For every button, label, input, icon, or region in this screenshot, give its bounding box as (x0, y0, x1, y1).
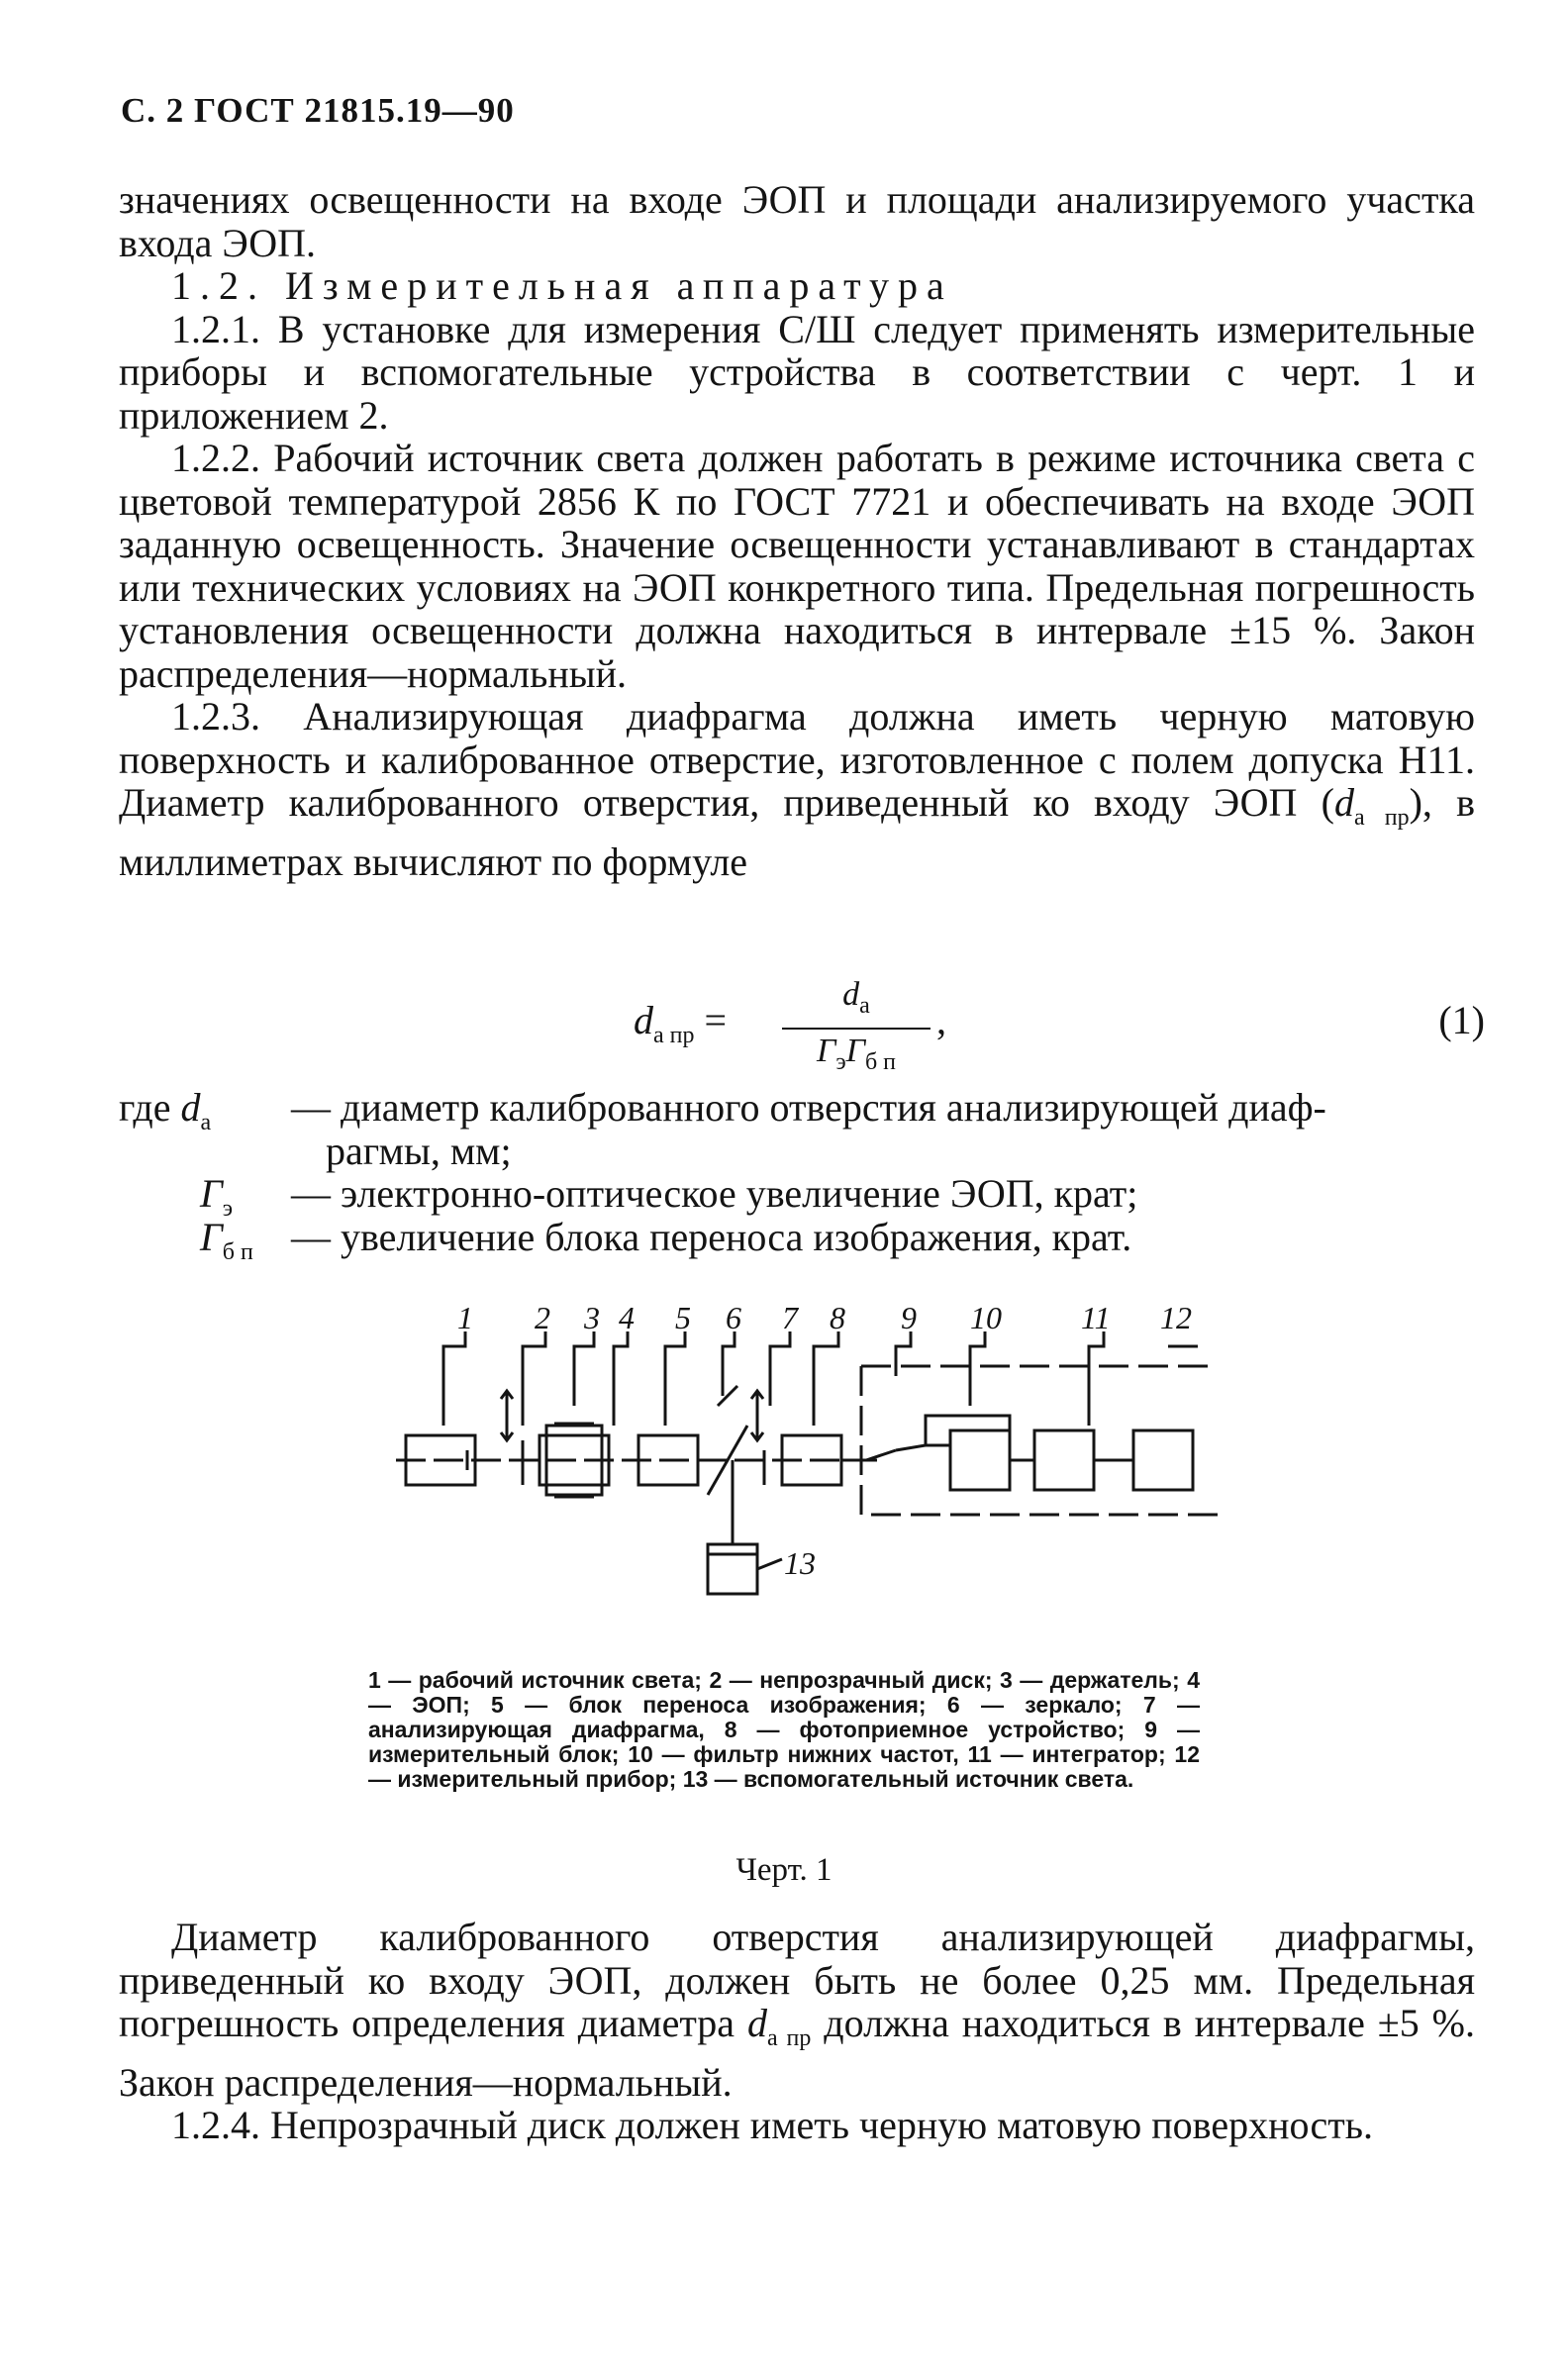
body-section-1 (119, 178, 1475, 883)
where-row-gbp: $Г_{б п}$ — увеличение блока переноса изображения, крат. (200, 1214, 1132, 1265)
standard-code: ГОСТ 21815.19—90 (194, 91, 515, 130)
figure-label-9: 9 (901, 1300, 917, 1335)
figure-label-7: 7 (782, 1300, 798, 1335)
figure-label-2: 2 (535, 1300, 550, 1335)
paragraph-1-2-3-start: 1.2.3. Анализирующая диафрагма должна иметь черную матовую поверхность и калиброванное отверстие, изготовленное с полем допуска Н11. Диаметр калиброванного отверстия, приведенный ко входу ЭОП ( (119, 694, 1475, 825)
page-header (121, 91, 515, 131)
formula-fraction (782, 975, 931, 1082)
page-number: С. 2 (121, 91, 185, 130)
where-ge-desc: — электронно-оптическое увеличение ЭОП, крат; (291, 1171, 1138, 1216)
figure-label-3: 3 (584, 1300, 600, 1335)
paragraph-1-2-2: 1.2.2. Рабочий источник света должен работать в режиме источника света с цветовой температурой 2856 К по ГОСТ 7721 и обеспечивать на входе ЭОП заданную освещенность. Значение освещенности устанавливают в стандартах или технических условиях на ЭОП конкретного типа. Предельная погрешность установления освещенности должна находиться в интервале ±15 %. Закон распределения—нормальный. (119, 436, 1475, 696)
figure-label-1: 1 (457, 1300, 473, 1335)
formula-comma: , (936, 998, 946, 1042)
paragraph-1-2-3 (119, 695, 1475, 883)
figure-label-5: 5 (675, 1300, 691, 1335)
figure-caption: 1 — рабочий источник света; 2 — непрозрачный диск; 3 — держатель; 4 — ЭОП; 5 — блок переноса изображения; 6 — зеркало; 7 — анализирующая диафрагма, 8 — фотоприемное устройство; 9 — измерительный блок; 10 — фильтр нижних частот, 11 — интегратор; 12 — измерительный прибор; 13 — вспомогательный источник света. (368, 1667, 1200, 1792)
fraction-bar (782, 1028, 931, 1030)
where-row-d: где $d_а$ — диаметр калиброванного отверстия анализирующей диаф- (119, 1085, 1326, 1135)
section-heading: 1.2. Измерительная аппаратура (171, 263, 953, 308)
formula-numerator: $d_а$ (842, 976, 870, 1019)
figure-label-12: 12 (1160, 1300, 1192, 1335)
paragraph-continuation: значениях освещенности на входе ЭОП и площади анализируемого участка входа ЭОП. (119, 177, 1475, 265)
body-section-2 (119, 1916, 1475, 2147)
symbol-sub-a-pr: а пр (1353, 805, 1410, 831)
formula-number: (1) (1438, 998, 1485, 1042)
figure-label-10: 10 (970, 1300, 1002, 1335)
symbol-d: d (1333, 780, 1354, 825)
figure-label-13: 13 (784, 1545, 816, 1581)
where-block (119, 1085, 1485, 1265)
formula-lhs: $d_{а пр}$ = (634, 998, 728, 1048)
formula-denominator: $Г_эГ_{б п}$ (816, 1032, 897, 1075)
paragraph-1-2-1: 1.2.1. В установке для измерения С/Ш следует применять измерительные приборы и вспомогательные устройства в соответствии с черт. 1 и приложением 2. (119, 306, 1475, 438)
where-row-ge: $Г_э$ — электронно-оптическое увеличение ЭОП, крат; (200, 1171, 1138, 1222)
where-d-desc: — диаметр калиброванного отверстия анализирующей диаф- (291, 1085, 1326, 1130)
figure-label-8: 8 (830, 1300, 845, 1335)
paragraph-1-2-4: 1.2.4. Непрозрачный диск должен иметь черную матовую поверхность. (171, 2103, 1373, 2147)
formula-1 (634, 975, 1485, 1074)
paragraph-diameter: Диаметр калиброванного отверстия анализирующей диафрагмы, приведенный ко входу ЭОП, должен быть не более 0,25 мм. Предельная погрешность определения диаметра $d_{а пр}$ должна находиться в интервале ±5 %. Закон распределения—нормальный. (119, 1915, 1475, 2105)
paragraph-1-2-3-end: ), в миллиметрах вычисляют по формуле (119, 780, 1475, 884)
figure-label-11: 11 (1081, 1300, 1111, 1335)
figure-label-6: 6 (726, 1300, 741, 1335)
where-gbp-desc: — увеличение блока переноса изображения, крат. (291, 1214, 1132, 1259)
figure-title: Черт. 1 (735, 1852, 833, 1888)
figure-label-4: 4 (619, 1300, 635, 1335)
where-d-desc-cont: рагмы, мм; (326, 1128, 512, 1173)
